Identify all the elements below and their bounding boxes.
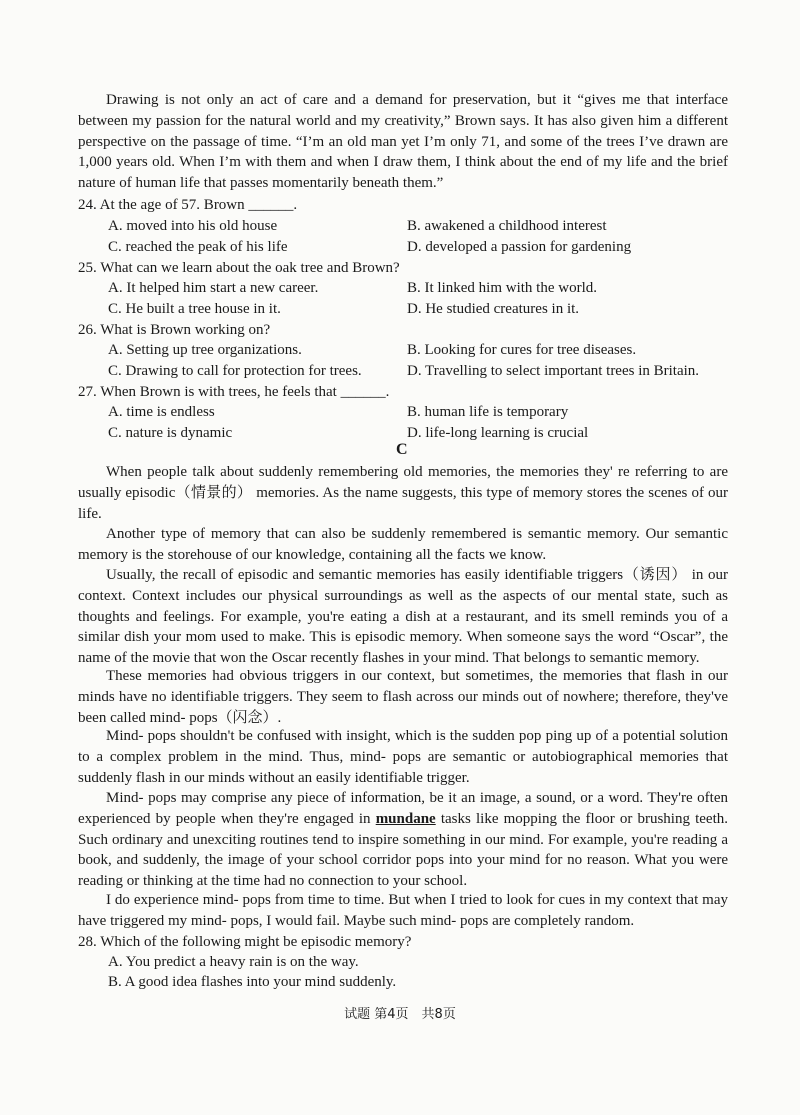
q26-option-d[interactable]: D. Travelling to select important trees in Britain. (407, 363, 700, 379)
q25-option-a[interactable]: A. It helped him start a new career. (108, 280, 319, 296)
q26-option-c[interactable]: C. Drawing to call for protection for trees. (108, 363, 362, 379)
question-26-stem: 26. What is Brown working on? (78, 322, 271, 338)
section-c-paragraph-5: Mind- pops shouldn't be confused with insight, which is the sudden pop ping up of a potential solution to a complex problem in the mind. Thus, mind- pops are semantic or autobiographical memories that suddenly flash in our minds without an easily identifiable trigger. (78, 728, 728, 786)
page-footer: 试题 第4页 共8页 (344, 1007, 456, 1022)
q24-option-d[interactable]: D. developed a passion for gardening (407, 239, 632, 255)
section-c-paragraph-3: Usually, the recall of episodic and semantic memories has easily identifiable triggers（诱因） in our context. Context includes our physical surroundings as well as the aspects of our mental state, such as thoughts and feelings. For example, you're eating a dish at a restaurant, and its smell reminds you of a similar dish your mom used to make. This is episodic memory. When someone says the word “Oscar”, the name of the movie that won the Oscar recently flashes in your mind. That belongs to semantic memory. (78, 567, 728, 667)
underlined-word-mundane: mundane (375, 810, 436, 827)
question-28-stem: 28. Which of the following might be episodic memory? (78, 934, 412, 950)
q24-option-c[interactable]: C. reached the peak of his life (108, 239, 288, 255)
question-24-stem: 24. At the age of 57. Brown ______. (78, 197, 298, 213)
q25-option-d[interactable]: D. He studied creatures in it. (407, 301, 580, 317)
section-c-paragraph-4: These memories had obvious triggers in our context, but sometimes, the memories that flash in our minds have no identifiable triggers. They seem to flash across our minds out of nowhere; therefore, they've been called mind- pops（闪念）. (78, 668, 728, 726)
q27-option-c[interactable]: C. nature is dynamic (108, 425, 233, 441)
q27-option-a[interactable]: A. time is endless (108, 404, 215, 420)
q28-option-b[interactable]: B. A good idea flashes into your mind suddenly. (108, 974, 397, 990)
q24-option-b[interactable]: B. awakened a childhood interest (407, 218, 607, 234)
q27-option-b[interactable]: B. human life is temporary (407, 404, 569, 420)
q25-option-b[interactable]: B. It linked him with the world. (407, 280, 597, 296)
q24-option-a[interactable]: A. moved into his old house (108, 218, 278, 234)
q25-option-c[interactable]: C. He built a tree house in it. (108, 301, 281, 317)
passage-b-closing-paragraph: Drawing is not only an act of care and a demand for preservation, but it “gives me that interface between my passion for the natural world and my creativity,” Brown says. It has also given him a different perspective on the passage of time. “I’m an old man yet I’m only 71, and some of the trees I’ve drawn are 1,000 years old. When I’m with them and when I draw them, I think about the end of my life and the brief nature of human life that passes momentarily beneath them.” (78, 92, 728, 192)
q26-option-b[interactable]: B. Looking for cures for tree diseases. (407, 342, 637, 358)
q26-option-a[interactable]: A. Setting up tree organizations. (108, 342, 302, 358)
section-c-paragraph-2: Another type of memory that can also be suddenly remembered is semantic memory. Our semantic memory is the storehouse of our knowledge, containing all the facts we know. (78, 526, 728, 563)
q28-option-a[interactable]: A. You predict a heavy rain is on the way. (108, 954, 359, 970)
section-c-paragraph-1: When people talk about suddenly remembering old memories, the memories they' re referring to are usually episodic（情景的） memories. As the name suggests, this type of memory stores the scenes of our life. (78, 464, 728, 522)
section-c-heading: C (396, 441, 408, 458)
question-25-stem: 25. What can we learn about the oak tree and Brown? (78, 260, 400, 276)
question-27-stem: 27. When Brown is with trees, he feels that ______. (78, 384, 390, 400)
q27-option-d[interactable]: D. life-long learning is crucial (407, 425, 589, 441)
section-c-paragraph-7: I do experience mind- pops from time to time. But when I tried to look for cues in my context that may have triggered my mind- pops, I would fail. Maybe such mind- pops are completely random. (78, 892, 728, 929)
section-c-paragraph-6: Mind- pops may comprise any piece of information, be it an image, a sound, or a word. They're often experienced by people when they're engaged in mundane tasks like mopping the floor or brushing teeth. Such ordinary and unexciting routines tend to inspire something in our mind. For example, you're reading a book, and suddenly, the image of your school corridor pops into your mind for no reason. What you were reading or thinking at the time had no connection to your school. (78, 790, 728, 890)
